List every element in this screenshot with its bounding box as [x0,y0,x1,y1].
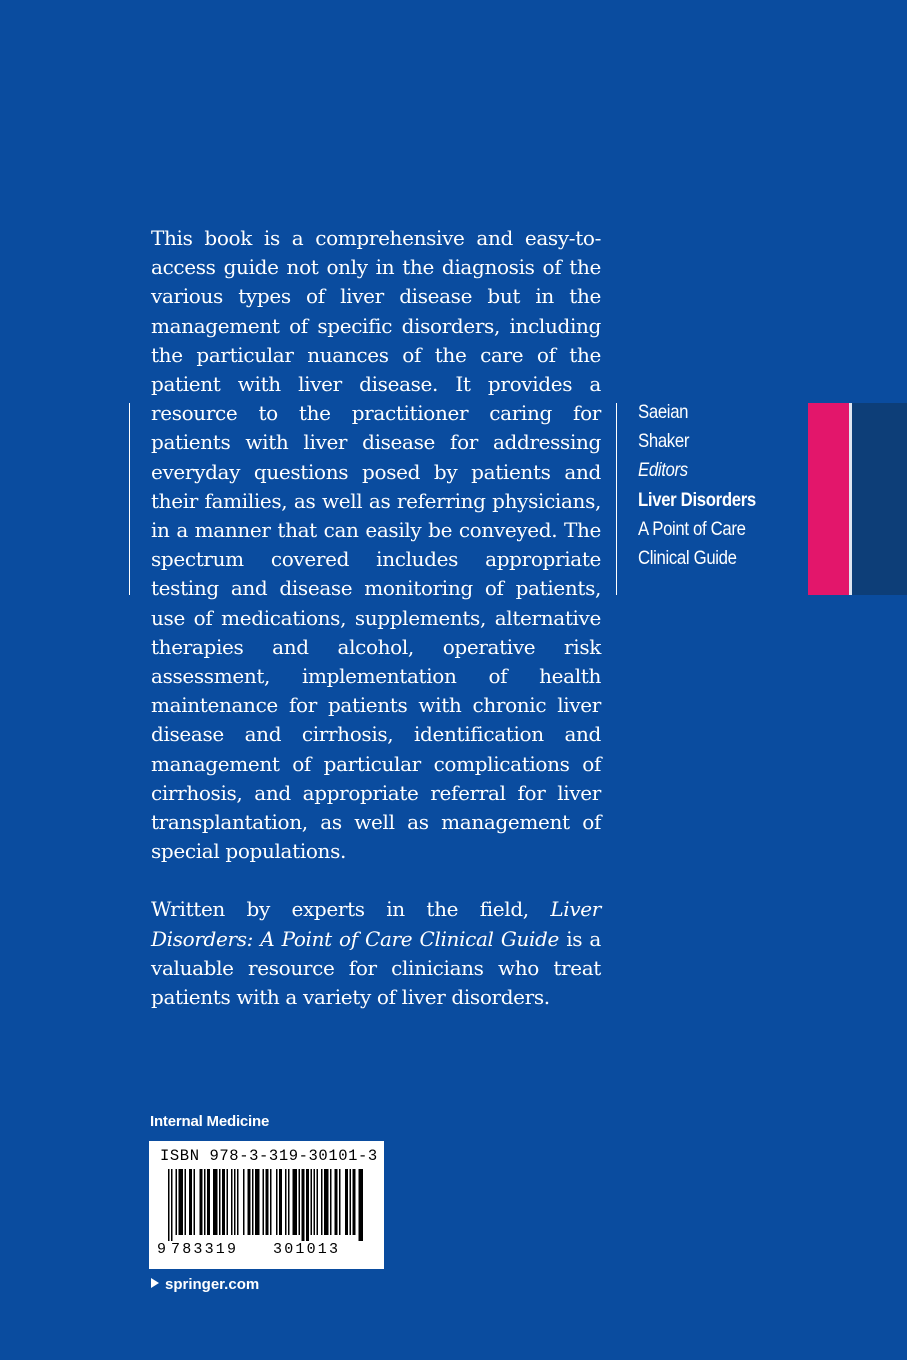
editors-label: Editors [638,459,688,482]
barcode-bar [317,1169,319,1235]
isbn-label: ISBN 978-3-319-30101-3 [160,1147,378,1165]
editor-name-1: Saeian [638,401,689,423]
barcode-bar [234,1169,236,1235]
barcode-bar [185,1169,187,1235]
barcode-bar [276,1169,278,1235]
barcode-bar [311,1169,313,1235]
publisher-website[interactable] [151,1276,259,1293]
barcode-bar [227,1169,229,1235]
barcode-bar [321,1169,323,1235]
barcode-bar [204,1169,206,1235]
left-divider-line [129,403,130,595]
ean-digits [157,1241,377,1258]
barcode-bar [243,1169,245,1235]
ean-left-group: 783319 [171,1241,239,1258]
barcode-bar [353,1169,356,1235]
barcode-bar [200,1169,203,1235]
barcode-bar [255,1169,260,1235]
barcode-bar [171,1169,173,1241]
barcode-bar [293,1169,298,1235]
barcode-bar [179,1169,184,1235]
barcode-bar [324,1169,329,1235]
blurb-paragraph-1: This book is a comprehensive and easy-to-access guide not only in the diagnosis of the various types of liver disease but in the management of specific disorders, including the particular nuances of the care of the patient with liver disease. It provides a resource to the practitioner caring for patients with liver disease for addressing everyday questions posed by patients and their families, as well as referring physicians, in a manner that can easily be conveyed. The spectrum covered includes appropriate testing and disease monitoring of patients, use of medications, supplements, alternative therapies and alcohol, operative risk assessment, implementation of health maintenance for patients with chronic liver disease and cirrhosis, identification and management of particular complications of cirrhosis, and appropriate referral for liver transplantation, as well as management of special populations. [151,226,601,864]
ean-right-group: 301013 [273,1241,341,1258]
barcode-bar [285,1169,287,1235]
blurb-paragraph-2 [151,895,601,1012]
website-label: springer.com [165,1276,260,1293]
barcode-bar [314,1169,316,1235]
barcode-bar [335,1169,338,1235]
barcode-bar [339,1169,341,1235]
barcode-bar [270,1169,272,1235]
back-cover-blurb [151,224,601,1012]
barcode-bar [176,1169,178,1235]
barcode-bar [302,1169,305,1241]
barcode-bars [168,1169,368,1241]
ean-first-digit: 9 [157,1241,167,1258]
book-subtitle-line-1: A Point of Care [638,517,746,540]
barcode-bar [252,1169,254,1235]
subject-category: Internal Medicine [150,1113,270,1130]
blurb-p2-intro: Written by experts in the field, [151,897,551,922]
blurb-p2-outro: is a valuable resource for clinicians who treat patients with a variety of liver disorders. [151,926,601,1010]
right-divider-line [616,403,617,595]
barcode-bar [350,1169,352,1235]
arrow-right-icon [151,1278,159,1288]
barcode-bar [219,1169,221,1235]
barcode-bar [266,1169,269,1235]
spine-credits [638,398,756,573]
barcode-bar [248,1169,251,1235]
barcode-bar [288,1169,290,1235]
barcode-bar [279,1169,282,1235]
barcode-bar [213,1169,218,1235]
barcode-bar [263,1169,265,1235]
barcode-bar [359,1169,364,1241]
barcode-bar [222,1169,225,1235]
barcode-bar [237,1169,239,1235]
barcode-bar [194,1169,196,1235]
barcode-bar [231,1169,233,1235]
barcode-bar [168,1169,170,1241]
barcode-bar [189,1169,192,1235]
pink-color-band [808,403,849,595]
barcode-bar [345,1169,348,1235]
barcode-bar [306,1169,309,1241]
barcode-bar [330,1169,332,1235]
barcode-bar [299,1169,301,1235]
editor-name-2: Shaker [638,430,690,453]
barcode-bar [207,1169,210,1235]
book-subtitle-line-2: Clinical Guide [638,547,737,570]
blurb-book-title: Liver Disorders: A Point of Care Clinical Guide [151,897,601,951]
navy-color-band [852,403,907,595]
book-title: Liver Disorders [638,488,756,511]
isbn-barcode [149,1141,384,1269]
